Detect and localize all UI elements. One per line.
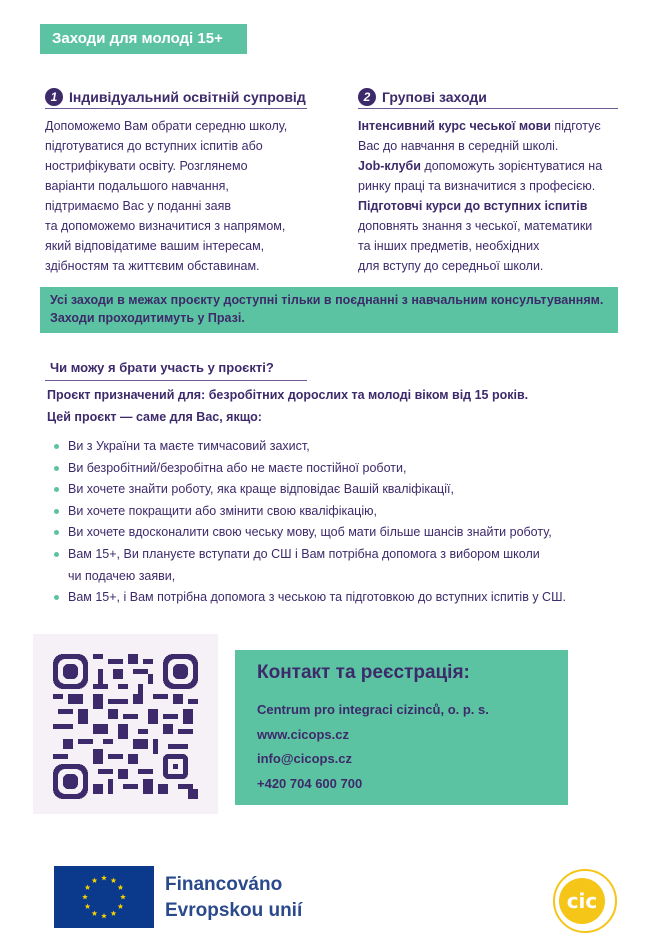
header-badge: Заходи для молоді 15+ [40,24,247,54]
list-item: Вам 15+, і Вам потрібна допомога з чеською та підготовкою до вступних іспитів у СШ. [50,587,610,609]
list-item: Ви хочете вдосконалити свою чеську мову, щоб мати більше шансів знайти роботу, [50,522,610,544]
notice-line1: Усі заходи в межах проєкту доступні тільки в поєднанні з навчальним консультуванням. [50,293,604,307]
notice-box [40,287,618,333]
qr-code-icon[interactable] [53,654,198,799]
section2-item3: Підготовчі курси до вступних іспитів доповнять знання з чеської, математики та інших предметів, необхідних для вступу до середньої школи. [358,199,593,273]
list-item: Ви хочете покращити або змінити свою кваліфікацію, [50,501,610,523]
section2-title-text: Групові заходи [382,89,487,105]
cic-logo-icon [552,868,618,934]
logo-text: cic [566,889,598,913]
eu-funding-text [165,872,302,924]
section1-underline [45,108,307,109]
list-item: Ви безробітний/безробітна або не маєте постійної роботи, [50,458,610,480]
section1-body: Допоможемо Вам обрати середню школу, підготуватися до вступних іспитів або нострифікувати освіту. Розглянемо варіанти подальшого навчання, підтримаємо Вас у поданні заяв та допоможемо визначитися з напрямом, який відповідатиме вашим інтересам, здібностям та життєвим обставинам. [45,119,288,273]
contact-web-link[interactable]: www.cicops.cz [257,726,349,742]
contact-box [235,650,568,805]
section2-number-icon: 2 [358,88,376,106]
section2-body [358,116,628,276]
section2-underline [358,108,618,109]
list-item: Вам 15+, Ви плануєте вступати до СШ і Вам потрібна допомога з вибором школи чи подачею заяви, [50,544,610,587]
section2-item1: Інтенсивний курс чеської мови підготує Вас до навчання в середній школі. [358,119,601,153]
list-item: Ви хочете знайти роботу, яка краще відповідає Вашій кваліфікації, [50,479,610,501]
section2-title [358,88,487,106]
eu-line1: Financováno [165,874,283,895]
contact-phone[interactable]: +420 704 600 700 [257,775,363,791]
contact-email-link[interactable]: info@cicops.cz [257,751,353,766]
eu-line2: Evropskou unií [165,900,303,921]
notice-line2: Заходи проходитимуть у Празі. [50,311,245,325]
eligibility-list [50,436,610,609]
section1-title-text: Індивідуальний освітній супровід [69,89,306,105]
section2-item2: Job-клуби допоможуть зорієнтуватися на ринку праці та визначитися з професією. [358,159,603,193]
contact-title: Контакт та реєстрація: [257,662,470,683]
eligibility-question: Чи можу я брати участь у проєкті? [50,360,274,375]
section1-number-icon: 1 [45,88,63,106]
qr-panel [33,634,218,814]
eu-flag-icon [54,866,154,928]
contact-org: Centrum pro integraci cizinců, o. p. s. [257,702,489,717]
eligibility-underline [45,380,307,381]
section1-title [45,88,306,106]
list-item: Ви з України та маєте тимчасовий захист, [50,436,610,458]
eligibility-intro: Цей проєкт — саме для Вас, якщо: [47,410,262,424]
eligibility-target: Проєкт призначений для: безробітних дорослих та молоді віком від 15 років. [47,388,529,402]
